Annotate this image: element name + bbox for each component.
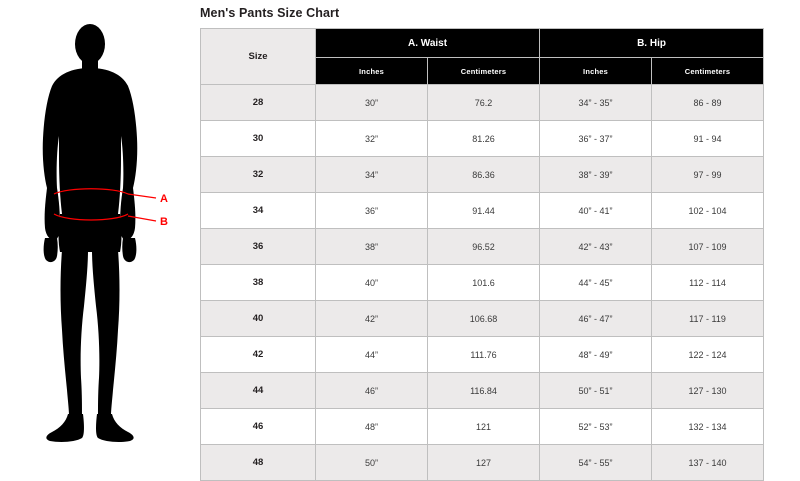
cell-size: 36 — [201, 229, 316, 265]
header-hip-inches: Inches — [540, 58, 652, 85]
cell-hip-cm: 122 - 124 — [652, 337, 764, 373]
measurement-figure-panel — [0, 0, 195, 461]
cell-waist-inches: 40” — [316, 265, 428, 301]
cell-waist-inches: 30” — [316, 85, 428, 121]
cell-hip-cm: 97 - 99 — [652, 157, 764, 193]
cell-hip-cm: 132 - 134 — [652, 409, 764, 445]
page-title: Men's Pants Size Chart — [200, 6, 340, 20]
cell-waist-inches: 36” — [316, 193, 428, 229]
waist-marker-label: A — [160, 193, 168, 205]
cell-hip-inches: 34” - 35” — [540, 85, 652, 121]
table-row — [201, 373, 764, 409]
cell-hip-inches: 42” - 43” — [540, 229, 652, 265]
cell-hip-inches: 50” - 51” — [540, 373, 652, 409]
cell-waist-cm: 121 — [428, 409, 540, 445]
cell-size: 48 — [201, 445, 316, 481]
cell-hip-inches: 52” - 53” — [540, 409, 652, 445]
cell-waist-inches: 46” — [316, 373, 428, 409]
header-waist-centimeters: Centimeters — [428, 58, 540, 85]
table-row — [201, 193, 764, 229]
cell-hip-cm: 102 - 104 — [652, 193, 764, 229]
cell-waist-inches: 42” — [316, 301, 428, 337]
cell-waist-inches: 34” — [316, 157, 428, 193]
table-row — [201, 157, 764, 193]
cell-hip-cm: 112 - 114 — [652, 265, 764, 301]
cell-waist-inches: 50” — [316, 445, 428, 481]
table-row — [201, 265, 764, 301]
cell-hip-cm: 107 - 109 — [652, 229, 764, 265]
male-body-silhouette — [10, 18, 190, 448]
table-row — [201, 229, 764, 265]
cell-waist-inches: 48” — [316, 409, 428, 445]
cell-waist-inches: 32” — [316, 121, 428, 157]
header-size: Size — [201, 29, 316, 85]
cell-hip-inches: 48” - 49” — [540, 337, 652, 373]
cell-size: 42 — [201, 337, 316, 373]
size-chart-section — [195, 6, 795, 481]
cell-size: 38 — [201, 265, 316, 301]
header-waist-group: A. Waist — [316, 29, 540, 58]
cell-hip-inches: 38” - 39” — [540, 157, 652, 193]
cell-waist-cm: 127 — [428, 445, 540, 481]
cell-waist-cm: 76.2 — [428, 85, 540, 121]
cell-hip-cm: 127 - 130 — [652, 373, 764, 409]
cell-waist-cm: 101.6 — [428, 265, 540, 301]
cell-hip-inches: 44” - 45” — [540, 265, 652, 301]
cell-waist-cm: 96.52 — [428, 229, 540, 265]
table-header-group-row — [201, 29, 764, 58]
cell-hip-inches: 54” - 55” — [540, 445, 652, 481]
cell-hip-cm: 117 - 119 — [652, 301, 764, 337]
table-row — [201, 85, 764, 121]
cell-waist-inches: 38” — [316, 229, 428, 265]
cell-hip-inches: 40” - 41” — [540, 193, 652, 229]
header-hip-centimeters: Centimeters — [652, 58, 764, 85]
cell-hip-inches: 46” - 47” — [540, 301, 652, 337]
cell-waist-inches: 44” — [316, 337, 428, 373]
header-waist-inches: Inches — [316, 58, 428, 85]
cell-hip-inches: 36” - 37” — [540, 121, 652, 157]
cell-hip-cm: 137 - 140 — [652, 445, 764, 481]
table-row — [201, 409, 764, 445]
cell-size: 30 — [201, 121, 316, 157]
cell-waist-cm: 106.68 — [428, 301, 540, 337]
header-hip-group: B. Hip — [540, 29, 764, 58]
table-row — [201, 337, 764, 373]
table-row — [201, 301, 764, 337]
cell-size: 46 — [201, 409, 316, 445]
cell-size: 28 — [201, 85, 316, 121]
cell-size: 34 — [201, 193, 316, 229]
cell-waist-cm: 111.76 — [428, 337, 540, 373]
size-chart-table — [200, 28, 764, 481]
cell-waist-cm: 81.26 — [428, 121, 540, 157]
table-row — [201, 445, 764, 481]
cell-size: 40 — [201, 301, 316, 337]
cell-waist-cm: 91.44 — [428, 193, 540, 229]
cell-size: 32 — [201, 157, 316, 193]
cell-waist-cm: 116.84 — [428, 373, 540, 409]
cell-size: 44 — [201, 373, 316, 409]
cell-hip-cm: 86 - 89 — [652, 85, 764, 121]
cell-hip-cm: 91 - 94 — [652, 121, 764, 157]
table-row — [201, 121, 764, 157]
cell-waist-cm: 86.36 — [428, 157, 540, 193]
hip-marker-label: B — [160, 216, 168, 228]
